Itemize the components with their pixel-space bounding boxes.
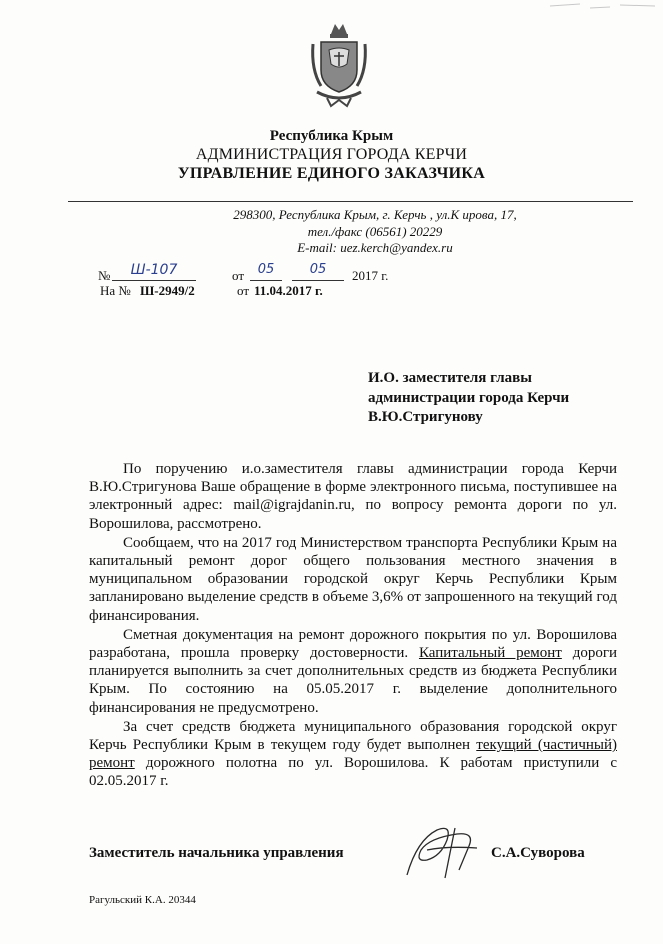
email-line: E-mail: uez.kerch@yandex.ru — [297, 240, 453, 255]
outgoing-date-day: 05 — [250, 262, 282, 281]
executor-info: Рагульский К.А. 20344 — [89, 894, 196, 906]
letter-body — [89, 460, 617, 792]
paragraph-1: По поручению и.о.заместителя главы администрации города Керчи В.Ю.Стригунова Ваше обращение в форме электронного письма, поступившее на электронный адрес: mail@igrajdanin.ru, по вопросу ремонта дороги по ул. Ворошилова, рассмотрено. — [89, 461, 617, 532]
header-divider — [68, 201, 633, 202]
outgoing-date-label: от — [232, 268, 245, 283]
signatory-name: С.А.Суворова — [491, 845, 585, 861]
incoming-date-label: от — [237, 283, 250, 298]
paragraph-4-part-a: За счет средств бюджета муниципального образования городской округ Керчь Республики Крым в текущем году будет выполнен — [89, 718, 617, 754]
addressee-position: И.О. заместителя главы — [368, 370, 532, 386]
addressee-organization: администрации города Керчи — [368, 390, 570, 406]
outgoing-number-label: № — [98, 268, 111, 283]
paragraph-4-part-b: дорожного полотна по ул. Ворошилова. К работам приступили с 02.05.2017 г. — [89, 755, 617, 790]
paragraph-4-underlined: текущий (частичный) ремонт — [89, 737, 617, 772]
scan-artifact — [540, 0, 660, 20]
incoming-number-label: На № — [100, 283, 131, 298]
paragraph-3-underlined: Капитальный ремонт — [418, 645, 562, 662]
paragraph-3-part-a: Сметная документация на ремонт дорожного покрытия по ул. Ворошилова разработана, прошла проверку достоверности. — [89, 626, 617, 662]
paragraph-4 — [89, 718, 617, 791]
paragraph-2: Сообщаем, что на 2017 год Министерством транспорта Республики Крым на капитальный ремонт дорог общего пользования местного значения в муниципальном образовании городской округ Керчь Республики Крым запланировано выделение средств в объеме 3,6% от запрошенного на текущий год финансирования. — [89, 534, 617, 624]
address-line: 298300, Республика Крым, г. Керчь , ул.К ирова, 17, — [233, 207, 517, 222]
coat-of-arms-icon — [309, 20, 369, 110]
outgoing-number-value: Ш-107 — [112, 262, 196, 281]
incoming-date-value: 11.04.2017 г. — [254, 283, 323, 298]
signatory-title: Заместитель начальника управления — [89, 845, 344, 861]
addressee-name: В.Ю.Стригунову — [368, 409, 483, 425]
header-administration: АДМИНИСТРАЦИЯ ГОРОДА КЕРЧИ — [195, 146, 468, 163]
paragraph-3 — [89, 626, 617, 717]
paragraph-3-part-b: дороги планируется выполнить за счет дополнительных средств из бюджета Республики Крым. По состоянию на 05.05.2017 г. выделение дополнительного финансирования не предусмотрено. — [89, 645, 618, 716]
phone-line: тел./факс (06561) 20229 — [307, 224, 443, 239]
incoming-number-value: Ш-2949/2 — [140, 283, 195, 298]
header-republic: Республика Крым — [269, 128, 394, 144]
outgoing-date-year: 2017 г. — [352, 268, 389, 283]
outgoing-date-month: 05 — [292, 262, 344, 281]
header-department: УПРАВЛЕНИЕ ЕДИНОГО ЗАКАЗЧИКА — [177, 165, 486, 182]
handwritten-signature-icon — [397, 820, 487, 880]
